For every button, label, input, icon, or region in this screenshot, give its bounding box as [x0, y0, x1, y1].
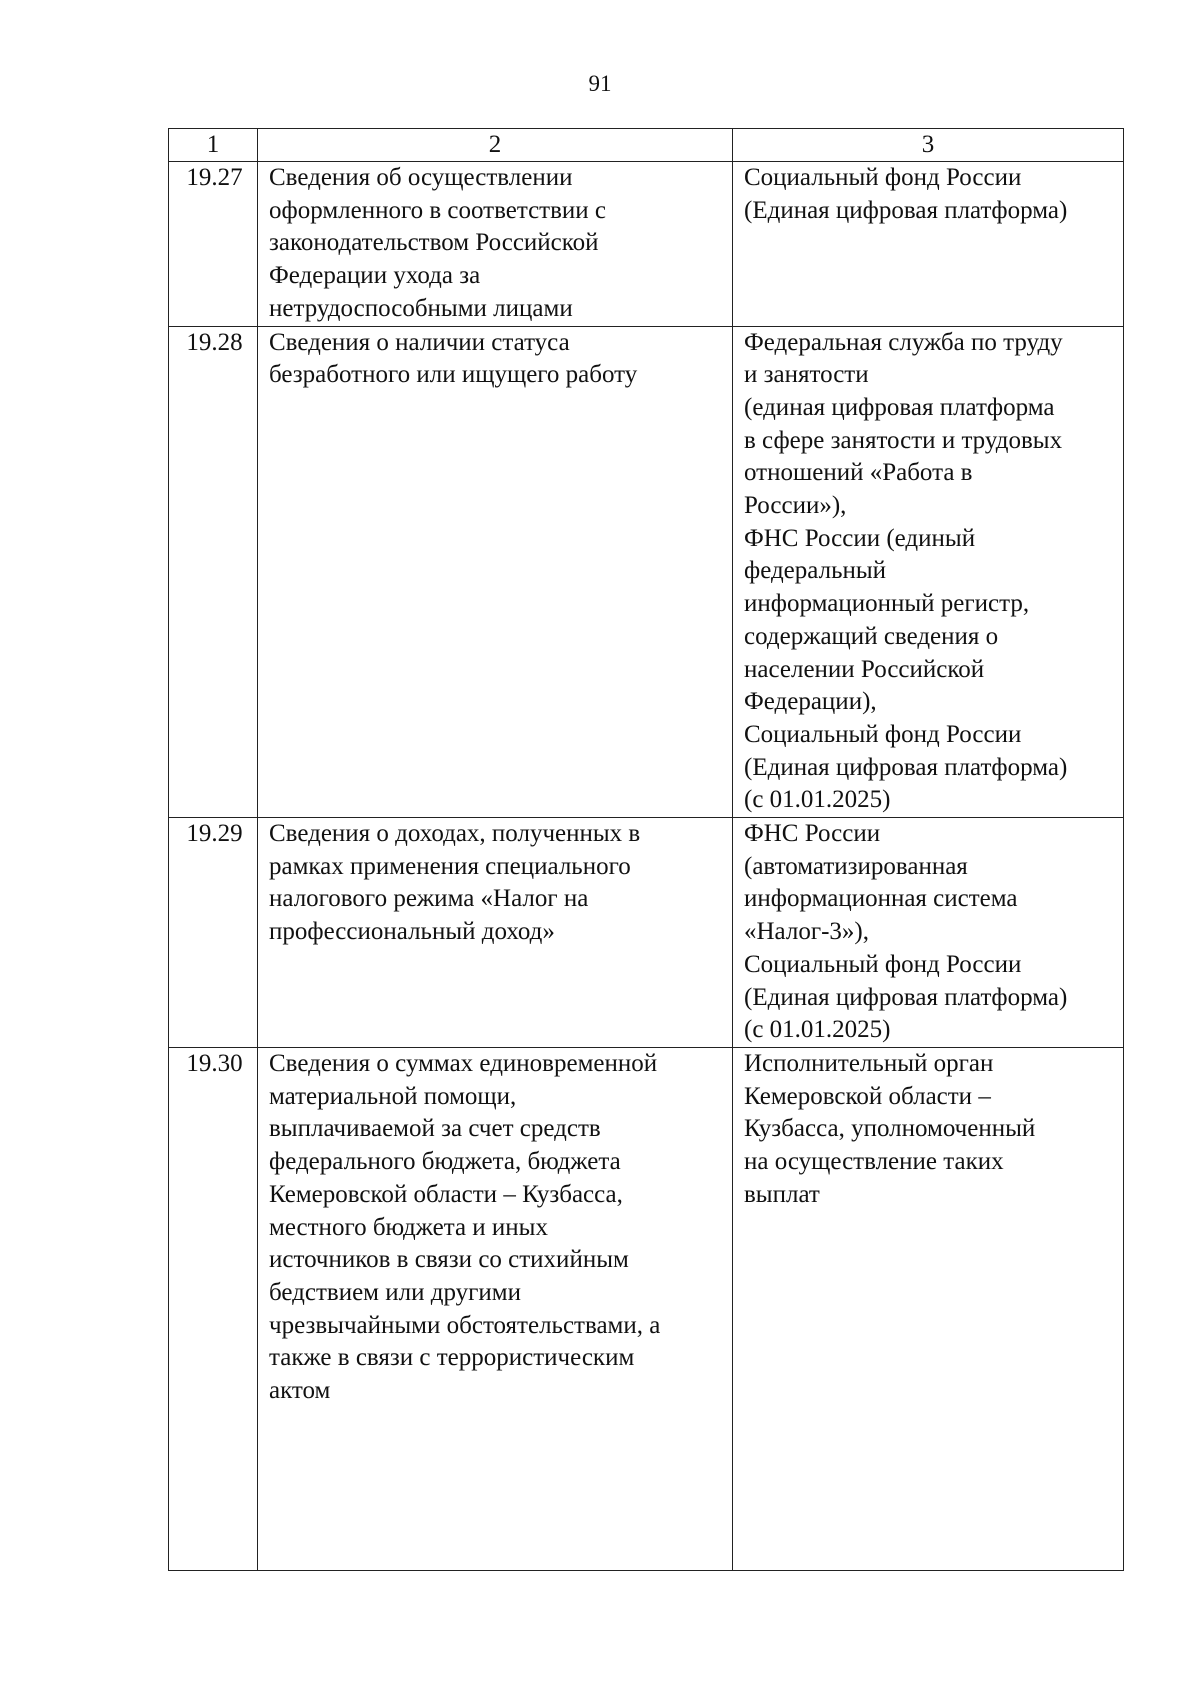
info-line: нетрудоспособными лицами [269, 294, 573, 322]
info-line: Сведения об осуществлении [269, 164, 573, 191]
source-line: Социальный фонд России [744, 164, 1022, 191]
source-line: Социальный фонд России [744, 950, 1022, 978]
source-line: (Единая цифровая платформа) [744, 983, 1068, 1011]
info-line: федерального бюджета, бюджета [269, 1148, 621, 1176]
source-line: на осуществление таких [744, 1148, 1004, 1176]
source-line: Исполнительный орган [744, 1049, 994, 1077]
info-cell [258, 162, 733, 327]
source-cell [733, 326, 1124, 818]
source-line: и занятости [744, 361, 869, 389]
info-line: Федерации ухода за [269, 262, 481, 290]
source-line: «Налог-3»), [744, 918, 869, 946]
info-line: также в связи с террористическим [269, 1344, 635, 1372]
source-line: информационный регистр, [744, 590, 1030, 618]
source-line: (Единая цифровая платформа) [744, 753, 1068, 781]
source-line: Социальный фонд России [744, 720, 1022, 748]
info-line: бедствием или другими [269, 1278, 521, 1306]
source-line: информационная система [744, 885, 1018, 913]
info-line: Сведения о суммах единовременной [269, 1049, 658, 1077]
source-line: ФНС России [744, 820, 881, 848]
source-line: федеральный [744, 557, 887, 585]
source-line: (Единая цифровая платформа) [744, 196, 1068, 224]
row-number: 19.30 [169, 1047, 258, 1570]
info-line: законодательством Российской [269, 229, 599, 257]
info-line: материальной помощи, [269, 1082, 517, 1110]
info-line: безработного или ищущего работу [269, 361, 638, 389]
source-line: в сфере занятости и трудовых [744, 426, 1063, 454]
info-line: выплачиваемой за счет средств [269, 1115, 601, 1143]
table-row [169, 818, 1124, 1048]
source-line: России»), [744, 492, 847, 520]
column-header-3: 3 [733, 129, 1124, 162]
source-cell [733, 818, 1124, 1048]
table-row [169, 162, 1124, 327]
data-sources-table [168, 128, 1124, 1571]
info-line: Сведения о наличии статуса [269, 328, 570, 356]
info-cell [258, 1047, 733, 1570]
info-line: оформленного в соответствии с [269, 196, 607, 224]
info-line: Сведения о доходах, полученных в [269, 820, 641, 848]
column-header-2: 2 [258, 129, 733, 162]
info-line: Кемеровской области – Кузбасса, [269, 1180, 623, 1208]
source-line: отношений «Работа в [744, 459, 973, 487]
info-line: местного бюджета и иных [269, 1213, 548, 1241]
table-row [169, 1047, 1124, 1570]
row-number: 19.29 [169, 818, 258, 1048]
column-header-1: 1 [169, 129, 258, 162]
info-line: источников в связи со стихийным [269, 1246, 629, 1274]
source-line: населении Российской [744, 655, 985, 683]
source-cell [733, 162, 1124, 327]
source-line: содержащий сведения о [744, 622, 999, 650]
row-number: 19.27 [169, 162, 258, 327]
info-line: чрезвычайными обстоятельствами, а [269, 1311, 661, 1339]
info-line: рамках применения специального [269, 852, 631, 880]
source-line: Кузбасса, уполномоченный [744, 1115, 1036, 1143]
source-line: Федерации), [744, 688, 877, 716]
info-line: актом [269, 1377, 331, 1405]
source-line: Кемеровской области – [744, 1082, 991, 1110]
page-number: 91 [588, 71, 612, 96]
source-line: (с 01.01.2025) [744, 786, 891, 814]
table-row [169, 326, 1124, 818]
row-number: 19.28 [169, 326, 258, 818]
source-cell [733, 1047, 1124, 1570]
source-line: (с 01.01.2025) [744, 1016, 891, 1044]
source-line: (автоматизированная [744, 852, 968, 880]
info-cell [258, 818, 733, 1048]
info-line: налогового режима «Налог на [269, 885, 589, 913]
source-line: выплат [744, 1180, 820, 1208]
table-header-row [169, 129, 1124, 162]
source-line: (единая цифровая платформа [744, 393, 1055, 421]
source-line: ФНС России (единый [744, 524, 976, 552]
info-line: профессиональный доход» [269, 918, 555, 946]
info-cell [258, 326, 733, 818]
source-line: Федеральная служба по труду [744, 328, 1063, 356]
